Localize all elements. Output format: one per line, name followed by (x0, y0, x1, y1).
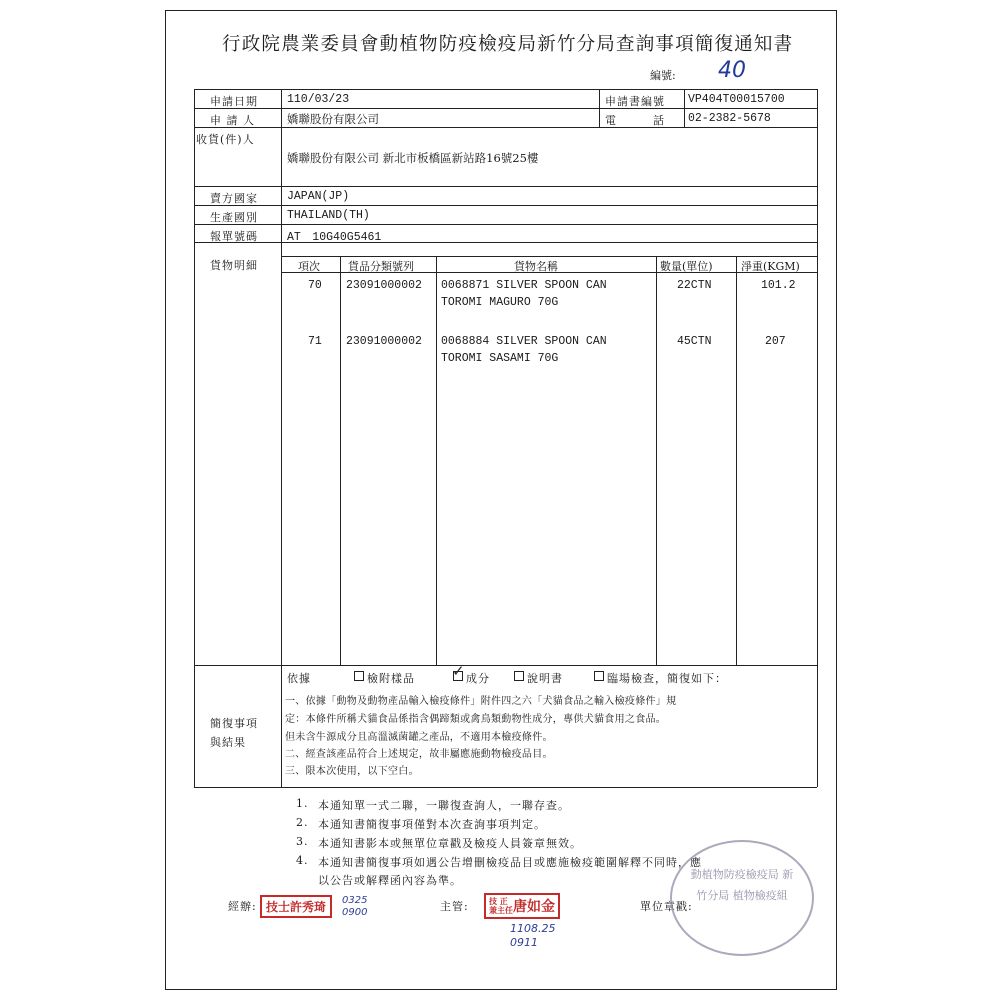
table-row-qty: 22CTN (677, 279, 712, 292)
table-row-code: 23091000002 (346, 279, 422, 292)
table-row-name: 0068871 SILVER SPOON CAN (441, 279, 607, 292)
note-number: 2. (296, 816, 309, 829)
table-row-weight: 207 (765, 335, 786, 348)
supervisor-stamp-name: 唐如金 (513, 899, 555, 915)
handler-label: 經辦: (228, 900, 257, 913)
note-text: 以公告或解釋函內容為準。 (318, 874, 462, 887)
declaration-value: AT 10G40G5461 (287, 231, 382, 244)
table-row-code: 23091000002 (346, 335, 422, 348)
sample-option: 檢附樣品 (367, 672, 415, 685)
table-row-item: 71 (308, 335, 322, 348)
applicant-value: 嬌聯股份有限公司 (287, 112, 379, 126)
seller-country-value: JAPAN(JP) (287, 190, 350, 203)
apply-no-label: 申請書編號 (605, 95, 665, 108)
header-code: 貨品分類號列 (348, 260, 414, 273)
onsite-option: 臨場檢查，簡復如下： (607, 672, 727, 685)
apply-date-label: 申請日期 (210, 95, 258, 108)
apply-no-value: VP404T00015700 (688, 93, 785, 106)
note-number: 4. (296, 854, 309, 867)
unit-seal (670, 840, 814, 956)
onsite-checkbox[interactable] (594, 671, 604, 681)
note-text: 本通知書簡復事項僅對本次查詢事項判定。 (318, 818, 546, 831)
header-name: 貨物名稱 (514, 260, 558, 273)
consignee-value: 嬌聯股份有限公司 新北市板橋區新站路16號25樓 (287, 151, 539, 165)
header-qty: 數量(單位) (660, 260, 713, 273)
manual-checkbox[interactable] (514, 671, 524, 681)
supervisor-stamp (484, 893, 560, 919)
declaration-label: 報單號碼 (210, 230, 258, 243)
note-number: 1. (296, 797, 309, 810)
table-row-qty: 45CTN (677, 335, 712, 348)
sample-checkbox[interactable] (354, 671, 364, 681)
table-row-name-2: TOROMI SASAMI 70G (441, 352, 559, 365)
table-row-name: 0068884 SILVER SPOON CAN (441, 335, 607, 348)
document-title: 行政院農業委員會動植物防疫檢疫局新竹分局查詢事項簡復通知書 (222, 34, 794, 55)
ingredient-option: 成分 (466, 672, 490, 685)
seller-country-label: 賣方國家 (210, 192, 258, 205)
supervisor-handwriting: 1108.25 0911 (510, 922, 556, 949)
table-row-item: 70 (308, 279, 322, 292)
header-item: 項次 (298, 260, 320, 273)
reply-line: 但未含牛源成分且高溫滅菌罐之產品，不適用本檢疫條件。 (285, 732, 553, 743)
reply-line: 一、依據「動物及動物產品輸入檢疫條件」附件四之六「犬貓食品之輸入檢疫條件」規 (285, 696, 677, 707)
phone-value: 02-2382-5678 (688, 112, 771, 125)
supervisor-stamp-title: 技 正 兼主任 (489, 896, 513, 915)
basis-label: 依據 (287, 672, 311, 685)
manual-option: 說明書 (527, 672, 563, 685)
note-text: 本通知書影本或無單位章戳及檢疫人員簽章無效。 (318, 837, 582, 850)
note-number: 3. (296, 835, 309, 848)
serial-number: 40 (718, 58, 746, 83)
table-row-weight: 101.2 (761, 279, 796, 292)
origin-label: 生產國別 (210, 211, 258, 224)
reply-section-label-2: 與結果 (210, 736, 246, 749)
consignee-label: 收貨(件)人 (196, 133, 255, 146)
reply-section-label: 簡復事項 (210, 717, 258, 730)
checkmark-icon: ✓ (452, 662, 465, 680)
serial-label: 編號: (650, 69, 676, 82)
reply-line: 定：本條件所稱犬貓食品係指含偶蹄類或禽鳥類動物性成分，專供犬貓食用之食品。 (285, 714, 667, 725)
goods-section-label: 貨物明細 (210, 259, 258, 272)
unit-stamp-label: 單位章戳: (640, 900, 693, 913)
note-text: 本通知書簡復事項如遇公告增刪檢疫品目或應施檢疫範圍解釋不同時，應 (318, 856, 702, 869)
handler-stamp: 技士許秀琦 (260, 895, 332, 918)
table-row-name-2: TOROMI MAGURO 70G (441, 296, 559, 309)
apply-date-value: 110/03/23 (287, 93, 350, 106)
note-text: 本通知單一式二聯，一聯復查詢人，一聯存查。 (318, 799, 570, 812)
supervisor-label: 主管: (440, 900, 469, 913)
applicant-label: 申 請 人 (210, 114, 255, 127)
header-weight: 淨重(KGM) (741, 260, 800, 273)
phone-label: 電 話 (605, 114, 665, 127)
reply-line: 三、限本次使用，以下空白。 (285, 766, 419, 777)
unit-seal-text: 動植物防疫檢疫局 新竹分局 植物檢疫組 (690, 868, 794, 902)
reply-line: 二、經查該產品符合上述規定，故非屬應施動物檢疫品目。 (285, 749, 553, 760)
origin-value: THAILAND(TH) (287, 209, 370, 222)
handler-handwriting: 0325 0900 (342, 895, 368, 918)
